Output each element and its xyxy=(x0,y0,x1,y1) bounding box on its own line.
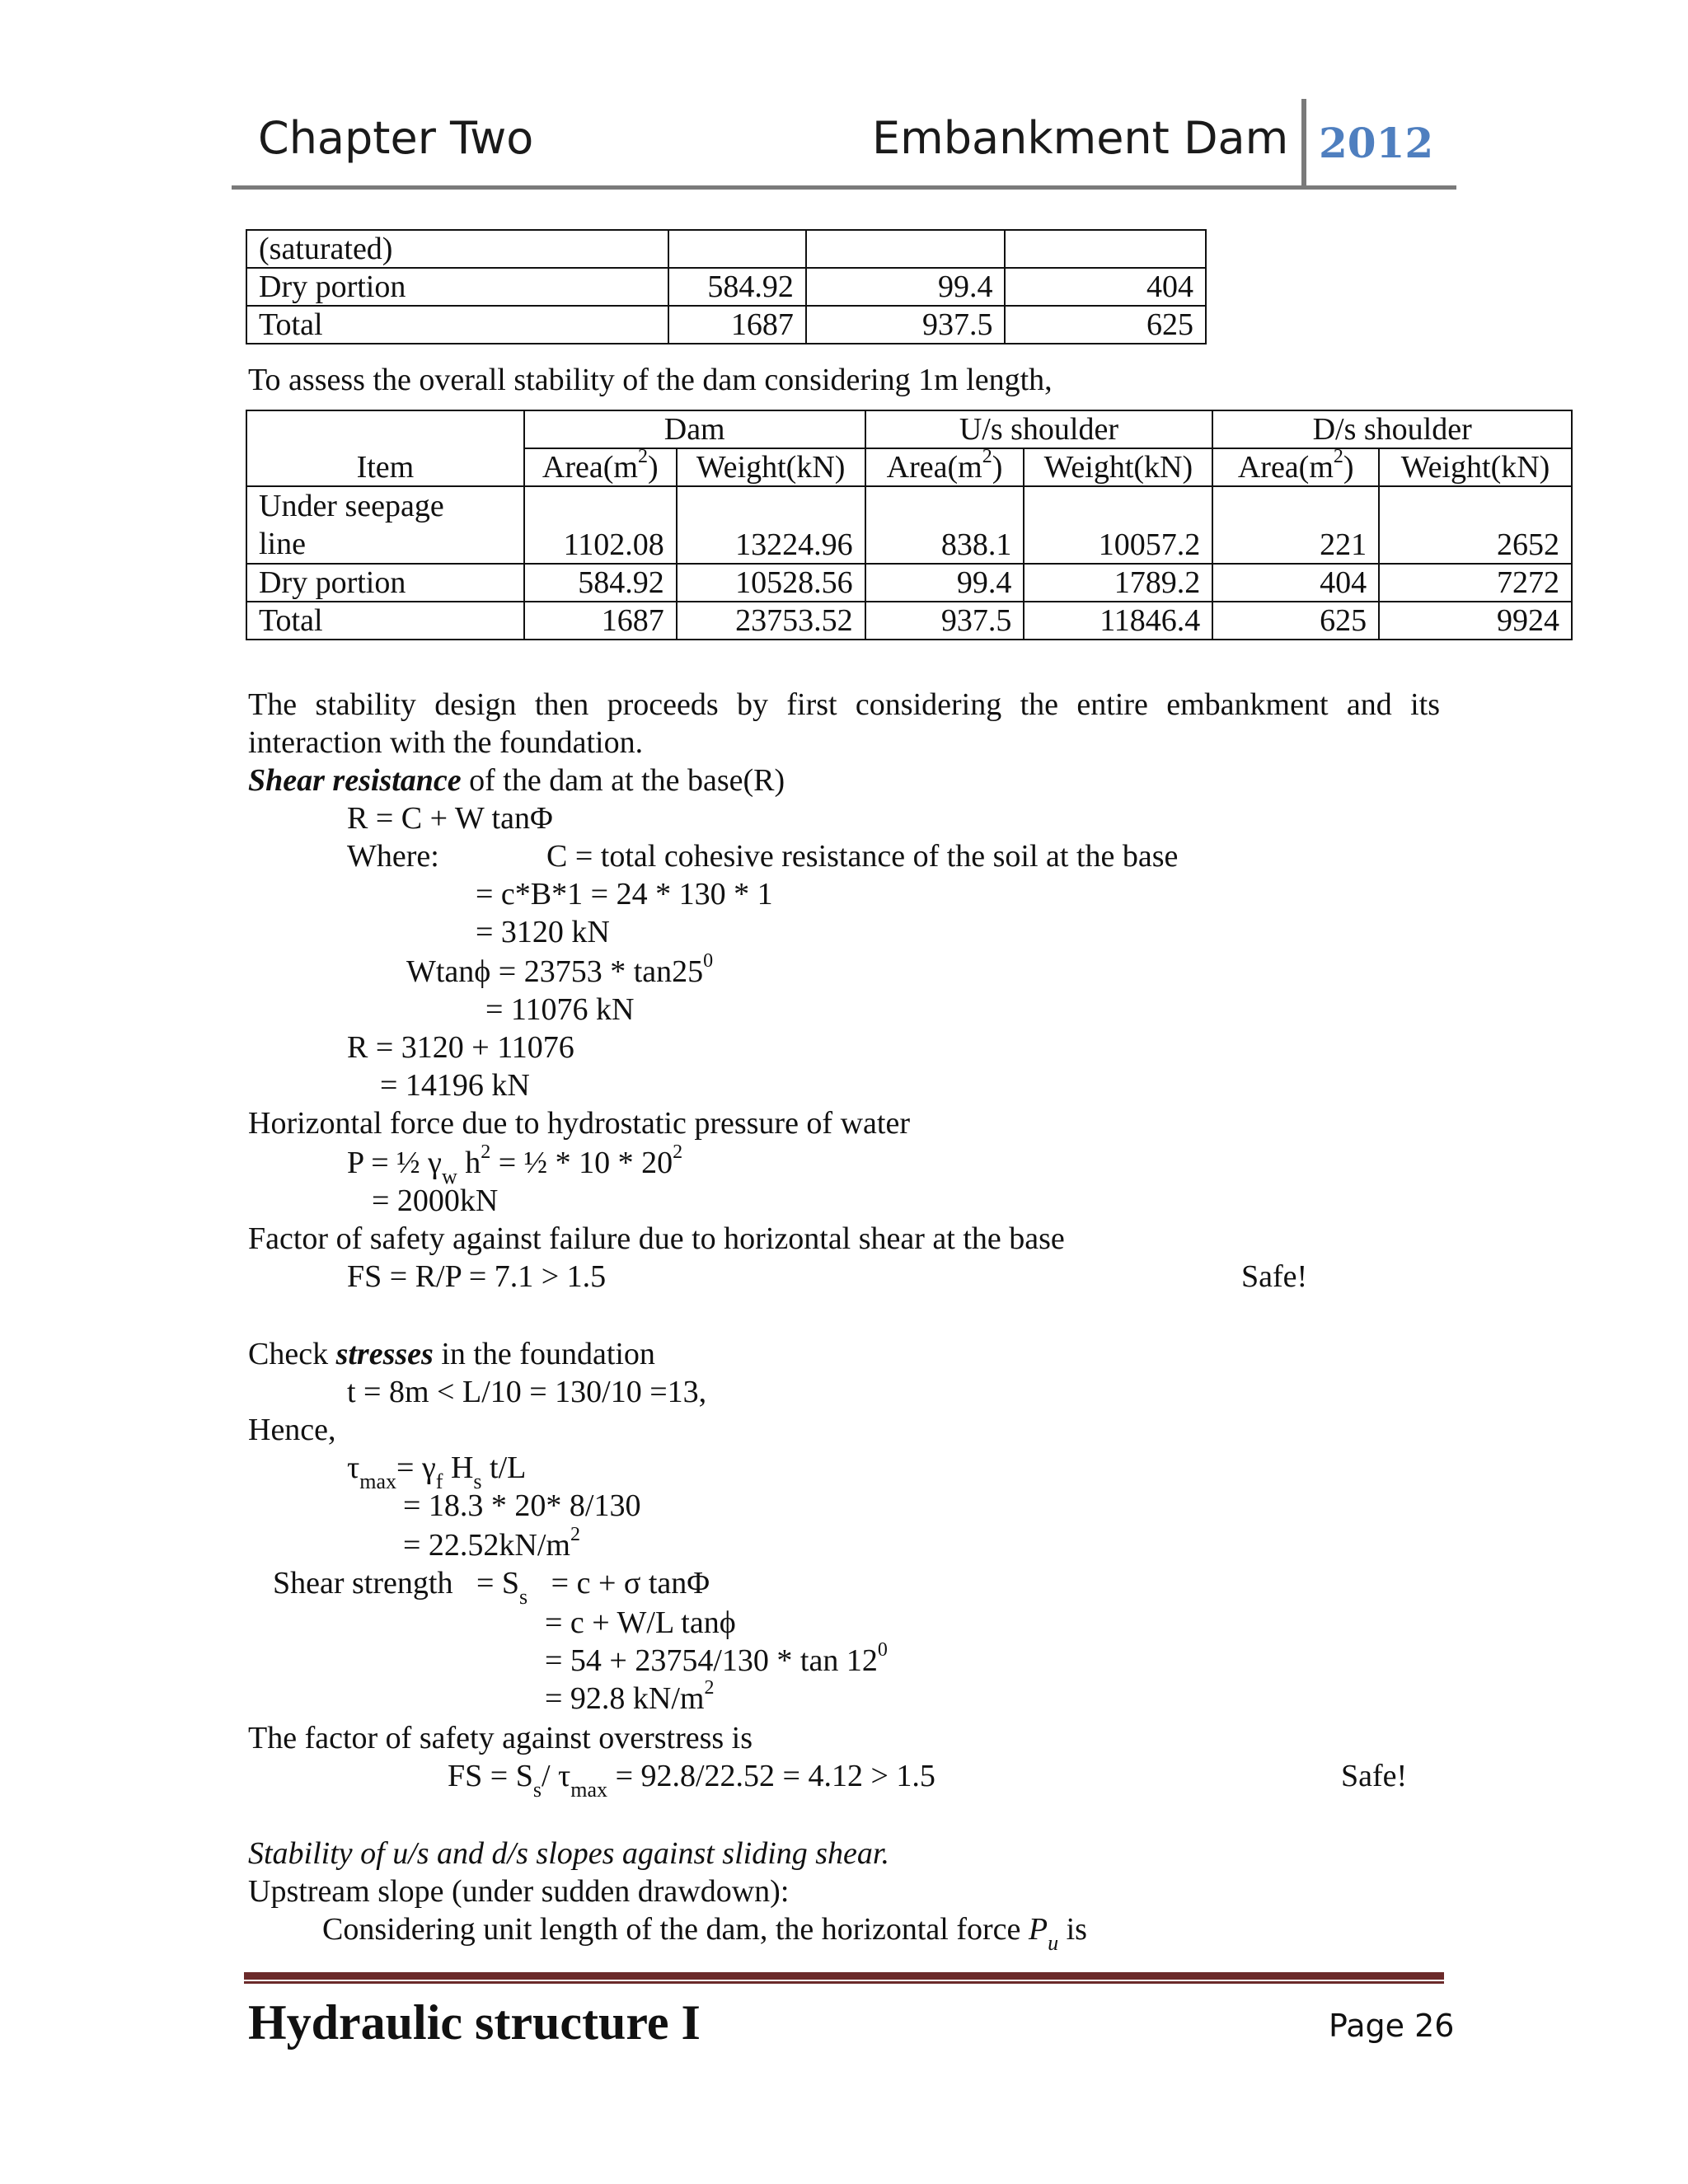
para1-line1: The stability design then proceeds by first considering the entire embankment and its xyxy=(248,687,1440,722)
intro-line: To assess the overall stability of the dam considering 1m length, xyxy=(248,363,1053,397)
ss-b: = c + σ tanΦ xyxy=(528,1566,710,1601)
area-sup: 2 xyxy=(982,446,992,468)
footer-rule-thin xyxy=(244,1981,1444,1984)
table-cell: 937.5 xyxy=(865,602,1025,640)
ss-line3 xyxy=(545,1639,888,1678)
c-value: = 3120 kN xyxy=(476,915,610,949)
ss-l4-text: = 92.8 kN/m xyxy=(545,1681,705,1716)
table-cell: 584.92 xyxy=(524,564,677,602)
wtan-sup: 0 xyxy=(703,950,714,972)
shear-bold: Shear resistance xyxy=(248,763,462,798)
table-continuation xyxy=(246,229,1207,344)
table-cell: 2652 xyxy=(1379,486,1572,564)
check-bold: stresses xyxy=(335,1337,434,1371)
consider-a: Considering unit length of the dam, the horizontal force xyxy=(322,1912,1029,1947)
shear-heading xyxy=(248,765,785,796)
area-sup: 2 xyxy=(1333,446,1343,468)
ss-line4 xyxy=(545,1677,715,1716)
group-header-ds: D/s shoulder xyxy=(1212,410,1572,448)
fos-overstress-text: The factor of safety against overstress is xyxy=(248,1721,753,1755)
area-label: Area(m xyxy=(1237,450,1334,485)
para1-line2: interaction with the foundation. xyxy=(248,725,644,760)
c-calc: = c*B*1 = 24 * 130 * 1 xyxy=(476,877,773,912)
consider-p: P xyxy=(1028,1912,1048,1947)
eq-r: R = C + W tanΦ xyxy=(347,801,553,836)
table-cell: 404 xyxy=(1005,268,1206,306)
tau-val-text: = 22.52kN/m xyxy=(403,1528,570,1563)
table-cell: 99.4 xyxy=(806,268,1006,306)
consider-b: is xyxy=(1058,1912,1087,1947)
area-sup: 2 xyxy=(637,446,648,468)
table-header-row xyxy=(246,410,1572,448)
table-row xyxy=(246,230,1206,268)
area-label: Area(m xyxy=(886,450,982,485)
area-close: ) xyxy=(647,450,659,485)
fs2-c: = 92.8/22.52 = 4.12 > 1.5 xyxy=(607,1759,935,1793)
ss-a: Shear strength = S xyxy=(273,1566,520,1601)
table-cell: 1102.08 xyxy=(524,486,677,564)
table-cell: 13224.96 xyxy=(677,486,865,564)
table-cell xyxy=(246,486,524,564)
p-equation xyxy=(347,1141,683,1188)
table-cell: 838.1 xyxy=(865,486,1025,564)
fs2-equation xyxy=(448,1759,935,1802)
tau-val-sup: 2 xyxy=(570,1524,580,1546)
wtan-text: Wtanϕ = 23753 * tan25 xyxy=(406,954,704,989)
tau-equation xyxy=(347,1451,527,1493)
stability-table xyxy=(246,410,1573,640)
horizontal-force-text: Horizontal force due to hydrostatic pressure of water xyxy=(248,1106,910,1141)
tau-sub: max xyxy=(359,1469,397,1493)
table-cell: 10057.2 xyxy=(1024,486,1212,564)
tau-d: t/L xyxy=(481,1451,527,1485)
table-cell: 625 xyxy=(1212,602,1379,640)
table-cell: 404 xyxy=(1212,564,1379,602)
ss-sub: s xyxy=(519,1584,528,1609)
tau-value xyxy=(403,1524,580,1563)
area-header xyxy=(865,448,1025,486)
wtan-line xyxy=(406,950,714,989)
hence: Hence, xyxy=(248,1413,336,1447)
consider-sub: u xyxy=(1048,1930,1059,1955)
chapter-title: Chapter Two xyxy=(258,112,534,164)
p-sup2: 2 xyxy=(673,1141,683,1164)
table-cell: Dry portion xyxy=(246,268,668,306)
footer-course-title: Hydraulic structure I xyxy=(248,1995,701,2050)
p-sup: 2 xyxy=(481,1141,491,1164)
check-b: in the foundation xyxy=(433,1337,655,1371)
stability-slopes-heading: Stability of u/s and d/s slopes against sliding shear. xyxy=(248,1836,889,1871)
table-cell: 9924 xyxy=(1379,602,1572,640)
fos-text: Factor of safety against failure due to horizontal shear at the base xyxy=(248,1221,1065,1256)
table-cell: (saturated) xyxy=(246,230,668,268)
tau-sub2: f xyxy=(435,1469,443,1493)
area-label: Area(m xyxy=(542,450,638,485)
r-sum: R = 3120 + 11076 xyxy=(347,1030,574,1065)
tau-sub3: s xyxy=(473,1469,482,1493)
ss-l3-text: = 54 + 23754/130 * tan 12 xyxy=(545,1643,878,1678)
table-cell: 99.4 xyxy=(865,564,1025,602)
weight-header: Weight(kN) xyxy=(1379,448,1572,486)
table-cell xyxy=(1005,230,1206,268)
p-a: P = ½ γ xyxy=(347,1146,442,1180)
area-close: ) xyxy=(992,450,1003,485)
table-cell: 1687 xyxy=(524,602,677,640)
fs2-sub2: max xyxy=(570,1777,608,1802)
item-line-1: Under seepage xyxy=(259,489,444,523)
area-header xyxy=(1212,448,1379,486)
footer-rule xyxy=(244,1972,1444,1980)
where-label: Where: xyxy=(347,839,439,874)
item-line-2: line xyxy=(259,527,306,561)
p-value: = 2000kN xyxy=(372,1183,499,1218)
ss-l3-sup: 0 xyxy=(877,1639,888,1661)
t-line: t = 8m < L/10 = 130/10 =13, xyxy=(347,1375,707,1409)
item-header: Item xyxy=(246,410,524,486)
r-value: = 14196 kN xyxy=(380,1068,530,1103)
fs2-b: / τ xyxy=(541,1759,571,1793)
weight-header: Weight(kN) xyxy=(677,448,865,486)
considering-line xyxy=(322,1912,1087,1955)
shear-strength xyxy=(273,1566,710,1609)
tau-c: H xyxy=(443,1451,474,1485)
page-number: Page 26 xyxy=(1329,2008,1455,2044)
p-c: = ½ * 10 * 20 xyxy=(490,1146,673,1180)
table-cell: 1687 xyxy=(668,306,806,344)
ss-l4-sup: 2 xyxy=(704,1677,715,1699)
group-header-us: U/s shoulder xyxy=(865,410,1213,448)
table-cell: Total xyxy=(246,602,524,640)
section-title: Embankment Dam xyxy=(872,112,1289,164)
table-cell: 10528.56 xyxy=(677,564,865,602)
table-cell: 937.5 xyxy=(806,306,1006,344)
fs2-sub: s xyxy=(532,1777,542,1802)
wtan-value: = 11076 kN xyxy=(485,992,635,1027)
upstream-slope: Upstream slope (under sudden drawdown): xyxy=(248,1874,790,1909)
weight-header: Weight(kN) xyxy=(1024,448,1212,486)
table-row xyxy=(246,306,1206,344)
header-vertical-divider xyxy=(1301,99,1306,188)
table-cell: Dry portion xyxy=(246,564,524,602)
table-cell xyxy=(668,230,806,268)
table-row xyxy=(246,486,1572,564)
area-close: ) xyxy=(1343,450,1354,485)
table-cell: 23753.52 xyxy=(677,602,865,640)
table-cell: 7272 xyxy=(1379,564,1572,602)
table-cell xyxy=(806,230,1006,268)
fs2-a: FS = S xyxy=(448,1759,533,1793)
header-rule xyxy=(232,185,1456,190)
check-stresses xyxy=(248,1338,655,1370)
check-a: Check xyxy=(248,1337,336,1371)
table-cell: 584.92 xyxy=(668,268,806,306)
area-header xyxy=(524,448,677,486)
tau-calc: = 18.3 * 20* 8/130 xyxy=(403,1488,641,1523)
fs1-equation: FS = R/P = 7.1 > 1.5 xyxy=(347,1259,607,1294)
table-row xyxy=(246,602,1572,640)
table-cell: 625 xyxy=(1005,306,1206,344)
table-cell: 221 xyxy=(1212,486,1379,564)
safe-label-2: Safe! xyxy=(1341,1759,1408,1793)
safe-label-1: Safe! xyxy=(1241,1259,1308,1294)
where-def: C = total cohesive resistance of the soil at the base xyxy=(546,839,1179,874)
tau-a: τ xyxy=(347,1451,360,1485)
table-row xyxy=(246,268,1206,306)
table-row xyxy=(246,564,1572,602)
table-cell: 11846.4 xyxy=(1024,602,1212,640)
p-sub: w xyxy=(441,1164,457,1188)
p-b: h xyxy=(457,1146,481,1180)
table-cell: 1789.2 xyxy=(1024,564,1212,602)
header-year: 2012 xyxy=(1319,119,1434,167)
shear-rest: of the dam at the base(R) xyxy=(461,763,785,798)
tau-b: = γ xyxy=(396,1451,436,1485)
ss-line2: = c + W/L tanϕ xyxy=(545,1605,736,1640)
table-cell: Total xyxy=(246,306,668,344)
group-header-dam: Dam xyxy=(524,410,865,448)
